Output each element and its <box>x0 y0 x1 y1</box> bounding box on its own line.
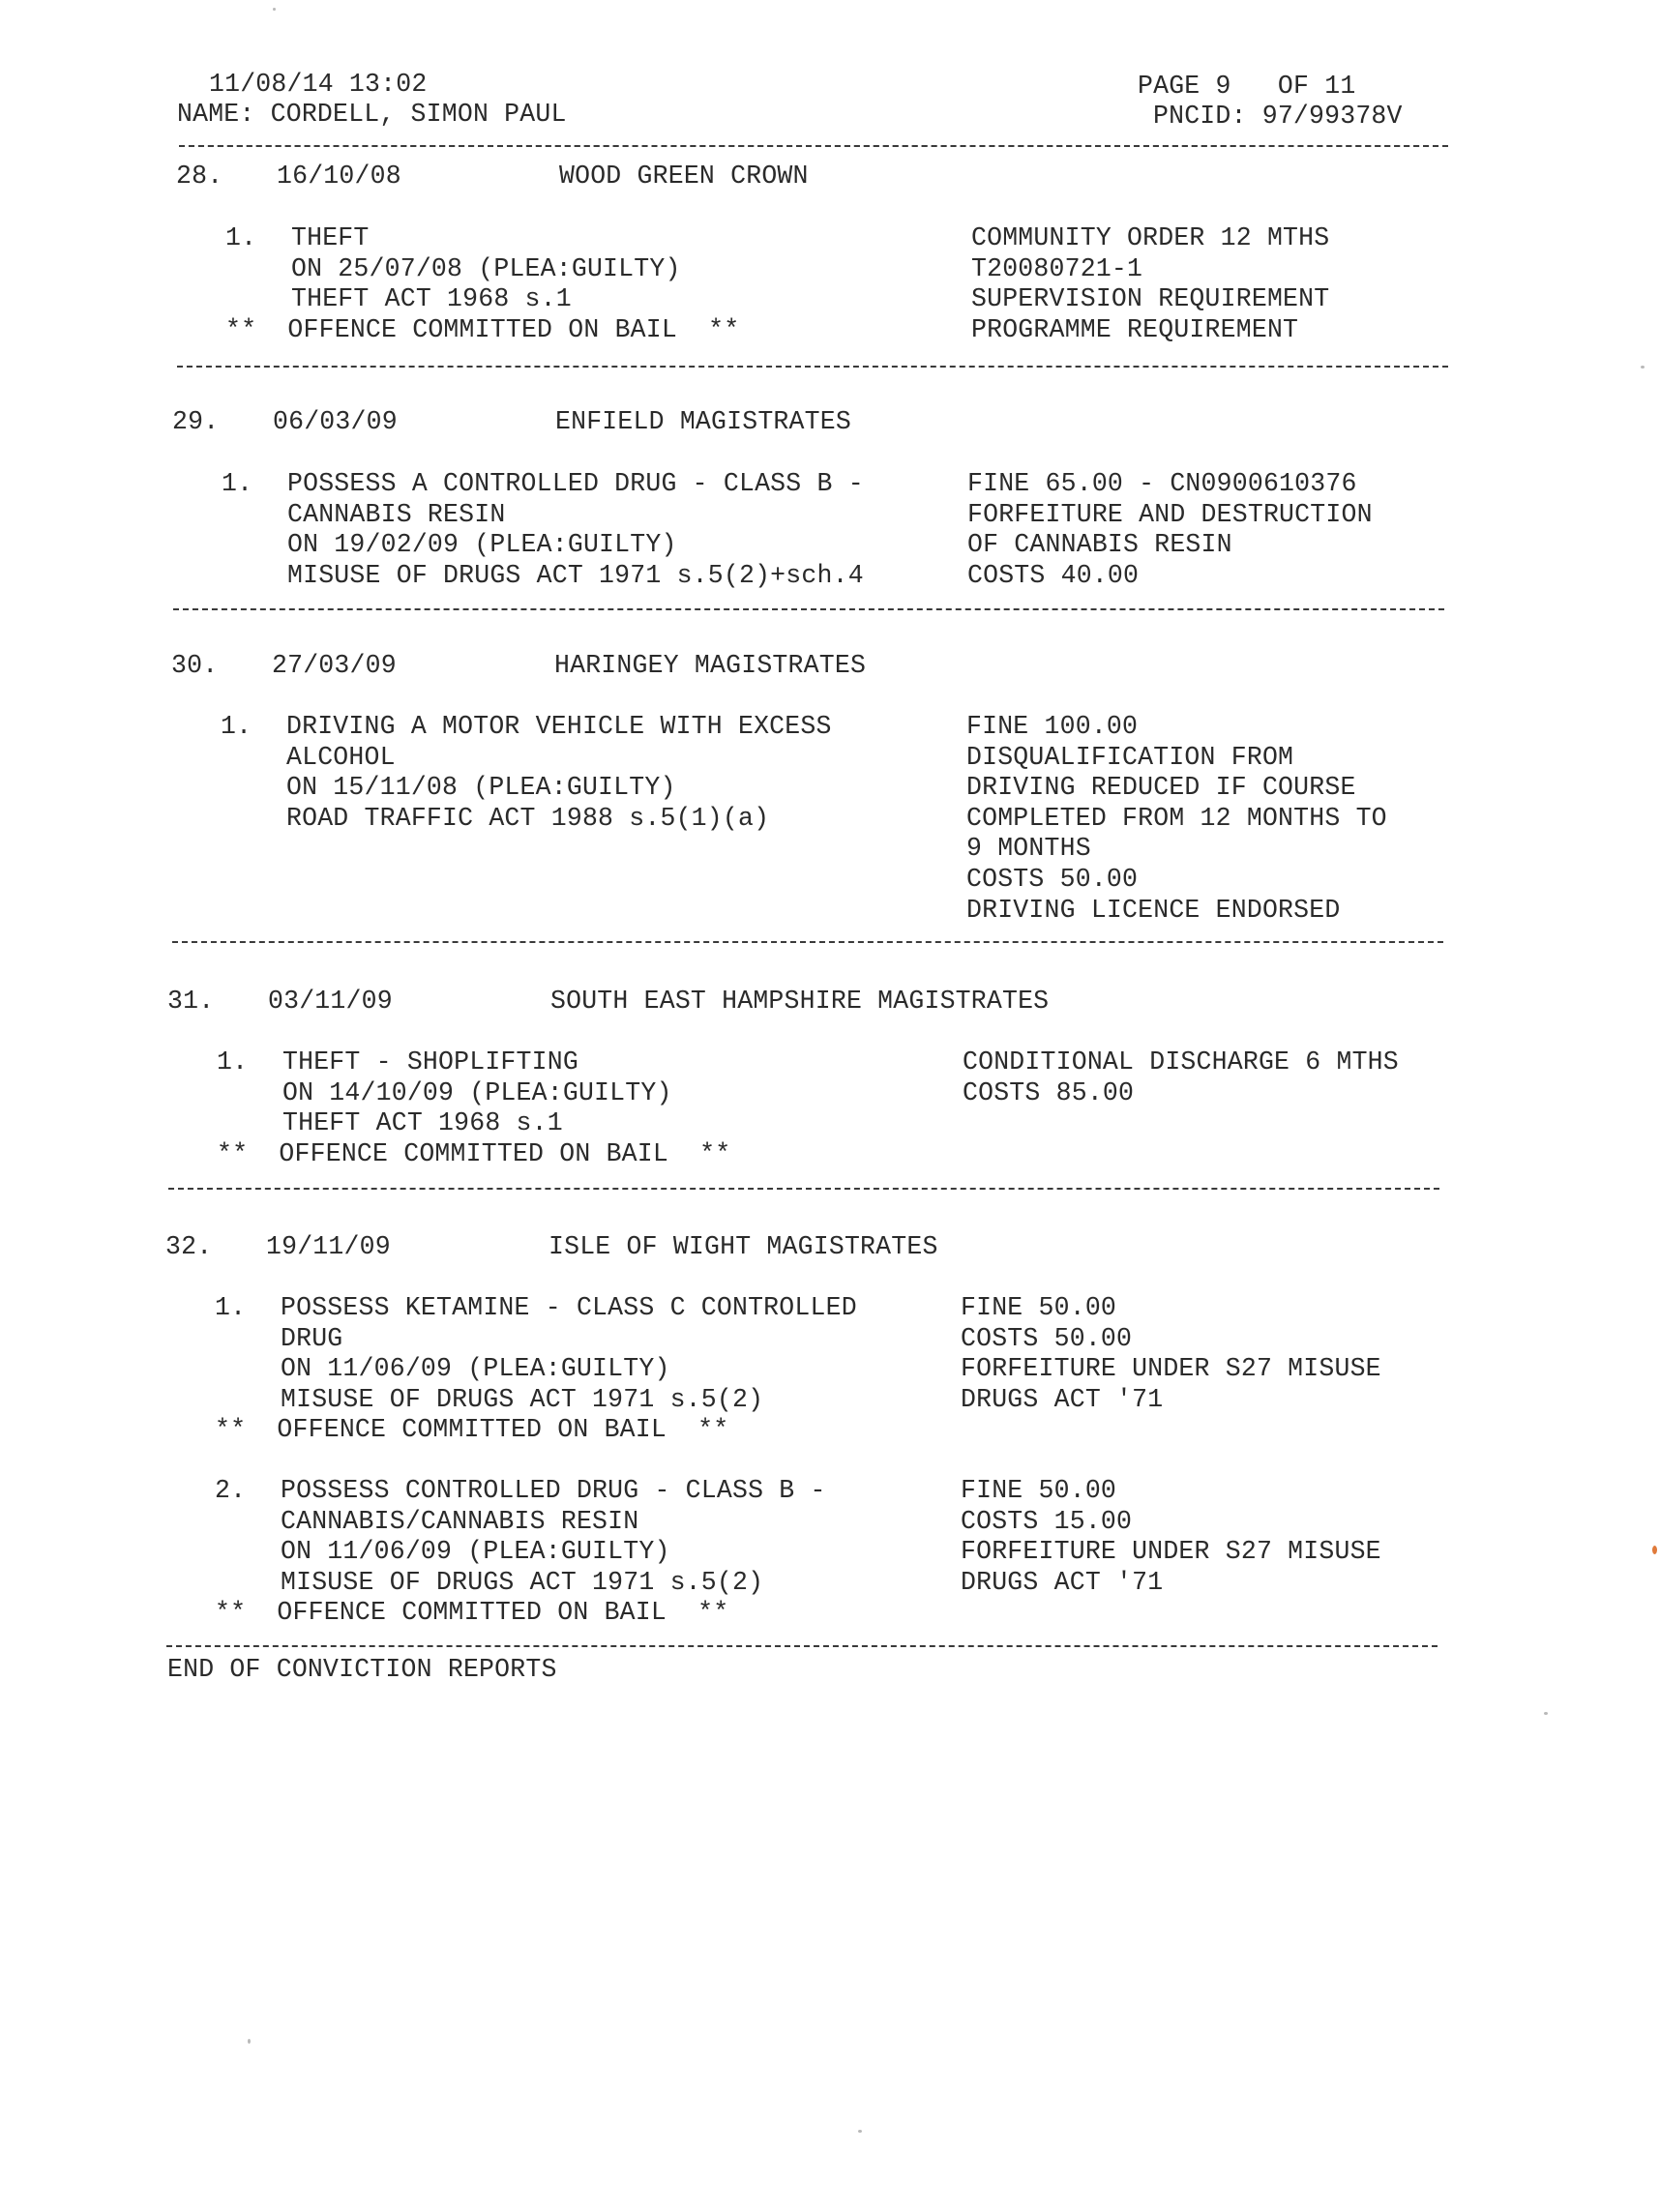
scan-speck <box>273 8 276 11</box>
disposal-detail: COSTS 15.00 <box>961 1506 1133 1536</box>
offence-detail: ON 14/10/09 (PLEA:GUILTY) <box>282 1077 672 1107</box>
offence-detail: DRUG <box>281 1323 343 1353</box>
scan-speck <box>1641 366 1645 369</box>
separator-rule <box>173 608 1444 610</box>
disposal-detail: COMMUNITY ORDER 12 MTHS <box>971 223 1330 252</box>
disposal-detail: COSTS 50.00 <box>966 865 1139 894</box>
disposal-detail: OF CANNABIS RESIN <box>967 530 1232 560</box>
record-date: 19/11/09 <box>266 1232 391 1261</box>
disposal-detail: FINE 50.00 <box>961 1293 1117 1322</box>
disposal-detail: CONDITIONAL DISCHARGE 6 MTHS <box>963 1047 1399 1077</box>
offence-index: 1. <box>215 1293 247 1322</box>
offence-detail: THEFT <box>291 223 370 252</box>
separator-rule <box>166 1645 1438 1647</box>
offence-detail: ON 25/07/08 (PLEA:GUILTY) <box>291 253 681 283</box>
bail-flag: ** OFFENCE COMMITTED ON BAIL ** <box>217 1138 731 1168</box>
record-date: 27/03/09 <box>272 651 397 680</box>
offence-index: 1. <box>217 1047 249 1077</box>
offence-detail: CANNABIS/CANNABIS RESIN <box>281 1506 639 1536</box>
offence-index: 1. <box>221 712 252 741</box>
offence-detail: MISUSE OF DRUGS ACT 1971 s.5(2) <box>281 1384 764 1414</box>
disposal-detail: FINE 50.00 <box>961 1476 1117 1505</box>
disposal-detail: FINE 100.00 <box>966 712 1139 741</box>
record-number: 31. <box>167 987 215 1016</box>
court-name: SOUTH EAST HAMPSHIRE MAGISTRATES <box>550 987 1050 1016</box>
subject-name: NAME: CORDELL, SIMON PAUL <box>177 100 567 129</box>
disposal-detail: FORFEITURE UNDER S27 MISUSE <box>961 1537 1381 1567</box>
offence-detail: MISUSE OF DRUGS ACT 1971 s.5(2) <box>281 1567 764 1597</box>
disposal-detail: COSTS 50.00 <box>961 1323 1133 1353</box>
disposal-detail: COSTS 85.00 <box>963 1077 1135 1107</box>
record-number: 30. <box>171 651 219 680</box>
bail-flag: ** OFFENCE COMMITTED ON BAIL ** <box>225 314 740 344</box>
offence-detail: POSSESS KETAMINE - CLASS C CONTROLLED <box>281 1293 857 1322</box>
offence-index: 1. <box>222 469 253 498</box>
separator-rule <box>172 941 1443 943</box>
disposal-detail: DRIVING LICENCE ENDORSED <box>966 895 1341 925</box>
court-name: WOOD GREEN CROWN <box>559 162 809 191</box>
disposal-detail: DRUGS ACT '71 <box>961 1567 1164 1597</box>
offence-detail: POSSESS CONTROLLED DRUG - CLASS B - <box>281 1476 826 1505</box>
offence-detail: DRIVING A MOTOR VEHICLE WITH EXCESS <box>286 712 832 741</box>
disposal-detail: T20080721-1 <box>971 253 1143 283</box>
offence-detail: ON 11/06/09 (PLEA:GUILTY) <box>281 1537 670 1567</box>
disposal-detail: COMPLETED FROM 12 MONTHS TO <box>966 803 1387 833</box>
offence-detail: ROAD TRAFFIC ACT 1988 s.5(1)(a) <box>286 803 770 833</box>
record-date: 16/10/08 <box>277 162 401 191</box>
offence-detail: THEFT ACT 1968 s.1 <box>291 284 572 314</box>
disposal-detail: DISQUALIFICATION FROM <box>966 742 1294 772</box>
bail-flag: ** OFFENCE COMMITTED ON BAIL ** <box>215 1598 729 1628</box>
disposal-detail: SUPERVISION REQUIREMENT <box>971 284 1330 314</box>
disposal-detail: COSTS 40.00 <box>967 560 1140 590</box>
record-number: 29. <box>172 407 220 436</box>
scan-speck <box>1652 1546 1657 1554</box>
offence-detail: ALCOHOL <box>286 742 396 772</box>
separator-rule <box>168 1188 1439 1190</box>
offence-detail: MISUSE OF DRUGS ACT 1971 s.5(2)+sch.4 <box>287 560 864 590</box>
record-number: 28. <box>176 162 223 191</box>
offence-index: 2. <box>215 1476 247 1505</box>
disposal-detail: PROGRAMME REQUIREMENT <box>971 314 1299 344</box>
disposal-detail: 9 MONTHS <box>966 834 1091 864</box>
bail-flag: ** OFFENCE COMMITTED ON BAIL ** <box>215 1415 729 1445</box>
offence-detail: ON 11/06/09 (PLEA:GUILTY) <box>281 1354 670 1384</box>
disposal-detail: DRIVING REDUCED IF COURSE <box>966 773 1356 803</box>
offence-detail: POSSESS A CONTROLLED DRUG - CLASS B - <box>287 469 864 498</box>
offence-detail: THEFT ACT 1968 s.1 <box>282 1108 563 1138</box>
record-date: 03/11/09 <box>268 987 393 1016</box>
offence-detail: ON 19/02/09 (PLEA:GUILTY) <box>287 530 677 560</box>
scan-speck <box>248 2039 251 2044</box>
separator-rule <box>177 366 1448 368</box>
offence-detail: THEFT - SHOPLIFTING <box>282 1047 578 1077</box>
report-timestamp: 11/08/14 13:02 <box>209 70 428 99</box>
pncid: PNCID: 97/99378V <box>1153 102 1403 131</box>
separator-rule <box>179 145 1448 147</box>
scan-speck <box>1544 1712 1548 1715</box>
offence-detail: CANNABIS RESIN <box>287 499 506 529</box>
page-indicator: PAGE 9 OF 11 <box>1138 72 1356 101</box>
court-name: ISLE OF WIGHT MAGISTRATES <box>548 1232 938 1261</box>
record-number: 32. <box>165 1232 213 1261</box>
disposal-detail: FORFEITURE AND DESTRUCTION <box>967 499 1373 529</box>
end-of-report: END OF CONVICTION REPORTS <box>167 1655 557 1684</box>
offence-detail: ON 15/11/08 (PLEA:GUILTY) <box>286 773 676 803</box>
disposal-detail: FINE 65.00 - CN0900610376 <box>967 469 1357 498</box>
record-date: 06/03/09 <box>273 407 398 436</box>
scan-speck <box>858 2130 862 2133</box>
disposal-detail: DRUGS ACT '71 <box>961 1384 1164 1414</box>
court-name: HARINGEY MAGISTRATES <box>554 651 867 680</box>
disposal-detail: FORFEITURE UNDER S27 MISUSE <box>961 1354 1381 1384</box>
offence-index: 1. <box>225 223 257 252</box>
court-name: ENFIELD MAGISTRATES <box>555 407 851 436</box>
